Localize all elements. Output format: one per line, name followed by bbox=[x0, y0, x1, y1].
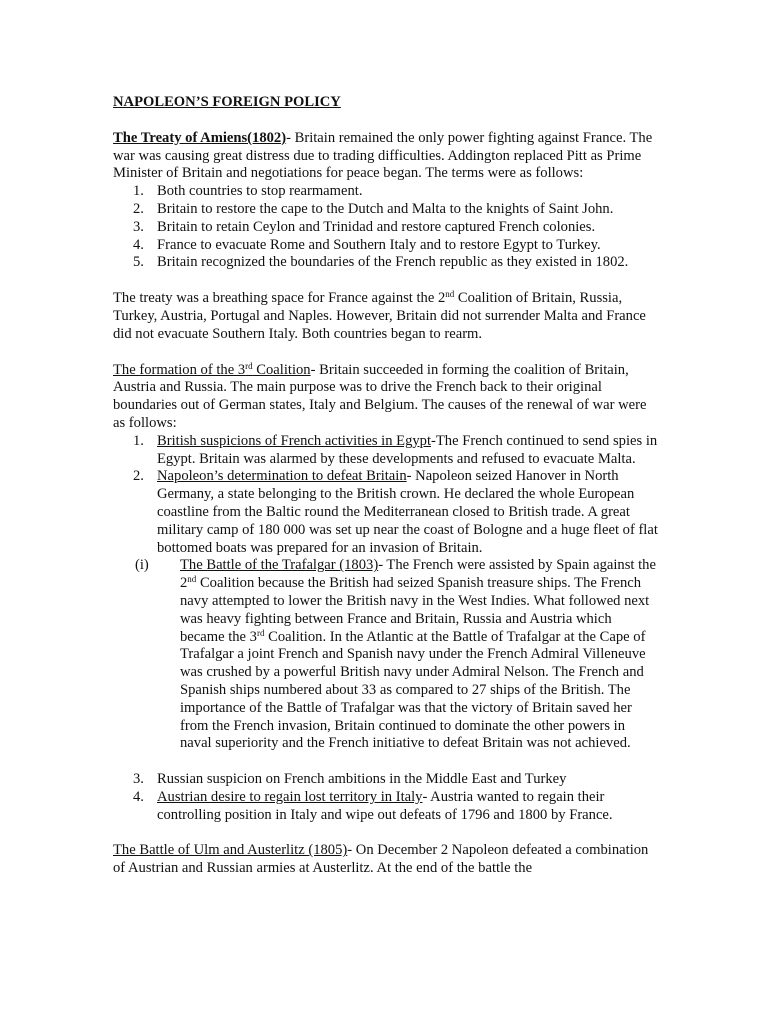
list-text: Both countries to stop rearmament. bbox=[157, 183, 363, 200]
list-number: (i) bbox=[135, 557, 149, 574]
list-item bbox=[113, 771, 658, 789]
list-item bbox=[113, 254, 658, 272]
heading-text: The formation of the 3 bbox=[113, 361, 246, 378]
list-text: Britain to retain Ceylon and Trinidad and restore captured French colonies. bbox=[157, 218, 596, 235]
summary-text: The treaty was a breathing space for France against the 2 bbox=[113, 290, 446, 307]
ulm-text: - On December 2 Napoleon defeated a combination of Austrian and Russian armies at Austerlitz. At the end of the battle the bbox=[113, 842, 649, 877]
list-number: 2. bbox=[133, 200, 144, 217]
list-number: 4. bbox=[133, 788, 144, 805]
list-text: Britain to restore the cape to the Dutch and Malta to the knights of Saint John. bbox=[157, 200, 614, 217]
list-number: 3. bbox=[133, 218, 144, 235]
cause-heading: Napoleon’s determination to defeat Britain bbox=[157, 468, 407, 485]
list-text: Britain recognized the boundaries of the French republic as they existed in 1802. bbox=[157, 254, 629, 271]
amiens-summary bbox=[113, 290, 658, 343]
list-text: -The French continued to send spies in Egypt. Britain was alarmed by these developments and refused to evacuate Malta. bbox=[157, 432, 658, 467]
third-coalition-paragraph bbox=[113, 362, 658, 433]
cause-heading: Austrian desire to regain lost territory in Italy bbox=[157, 788, 423, 805]
document-body bbox=[113, 94, 658, 878]
superscript: rd bbox=[245, 360, 253, 371]
amiens-paragraph bbox=[113, 130, 658, 183]
list-item bbox=[113, 201, 658, 219]
list-text: Coalition because the British had seized Spanish treasure ships. The French navy attempted to lower the British navy in the West Indies. What followed next was heavy fighting between France and Britain, Russia and Austria which became the 3 bbox=[180, 575, 650, 645]
superscript: nd bbox=[187, 574, 197, 585]
list-number: 2. bbox=[133, 468, 144, 485]
causes-list bbox=[113, 433, 658, 825]
list-item bbox=[113, 789, 658, 825]
third-coalition-intro: - Britain succeeded in forming the coalition of Britain, Austria and Russia. The main purpose was to drive the French back to their original boundaries out of German states, Italy and Belgium. The causes of the renewal of war were as follows: bbox=[113, 361, 647, 431]
list-text: - Austria wanted to regain their controlling position in Italy and wipe out defeats of 1796 and 1800 by France. bbox=[157, 788, 613, 823]
superscript: rd bbox=[256, 627, 265, 638]
list-item bbox=[113, 237, 658, 255]
ulm-paragraph bbox=[113, 842, 658, 878]
list-number: 1. bbox=[133, 183, 144, 200]
list-text: Russian suspicion on French ambitions in the Middle East and Turkey bbox=[157, 771, 567, 788]
list-item bbox=[113, 219, 658, 237]
page-title: NAPOLEON’S FOREIGN POLICY bbox=[113, 94, 341, 110]
amiens-terms-list bbox=[113, 183, 658, 272]
summary-text: Coalition of Britain, Russia, Turkey, Austria, Portugal and Naples. However, Britain did not surrender Malta and France did not evacuate Southern Italy. Both countries began to rearm. bbox=[113, 290, 646, 342]
cause-heading: British suspicions of French activities in Egypt bbox=[157, 432, 432, 449]
amiens-heading: The Treaty of Amiens(1802) bbox=[113, 129, 287, 146]
list-text: France to evacuate Rome and Southern Italy and to restore Egypt to Turkey. bbox=[157, 236, 601, 253]
list-number: 3. bbox=[133, 771, 144, 788]
third-coalition-heading bbox=[113, 362, 311, 378]
list-text: - The French were assisted by Spain against the 2 bbox=[180, 557, 656, 592]
list-text: Coalition. In the Atlantic at the Battle of Trafalgar at the Cape of Trafalgar a joint French and Spanish navy under the French Admiral Villeneuve was crushed by a powerful British navy under Admiral Nelson. The French and Spanish ships numbered about 33 as compared to 27 ships of the British. The importance of the Battle of Trafalgar was that the victory of Britain saved her from the French invasion, Britain continued to dominate the other powers in naval superiority and the French initiative to defeat Britain was not achieved. bbox=[180, 628, 646, 752]
list-item bbox=[113, 468, 658, 557]
ulm-heading: The Battle of Ulm and Austerlitz (1805) bbox=[113, 842, 348, 859]
list-number: 1. bbox=[133, 432, 144, 449]
list-number: 5. bbox=[133, 254, 144, 271]
list-number: 4. bbox=[133, 236, 144, 253]
list-text: - Napoleon seized Hanover in North Germany, a state belonging to the British crown. He declared the whole European coastline from the Baltic round the Mediterranean closed to British trade. A great military camp of 180 000 was set up near the coast of Bologne and a huge fleet of flat bottomed boats was prepared for an invasion of Britain. bbox=[157, 468, 658, 556]
list-item bbox=[113, 183, 658, 201]
list-item bbox=[113, 557, 658, 753]
amiens-intro: - Britain remained the only power fighting against France. The war was causing great distress due to trading difficulties. Addington replaced Pitt as Prime Minister of Britain and negotiations for peace began. The terms were as follows: bbox=[113, 129, 653, 182]
superscript: nd bbox=[445, 289, 455, 300]
list-item bbox=[113, 433, 658, 469]
trafalgar-heading: The Battle of the Trafalgar (1803) bbox=[180, 557, 379, 574]
heading-text: Coalition bbox=[252, 361, 311, 378]
